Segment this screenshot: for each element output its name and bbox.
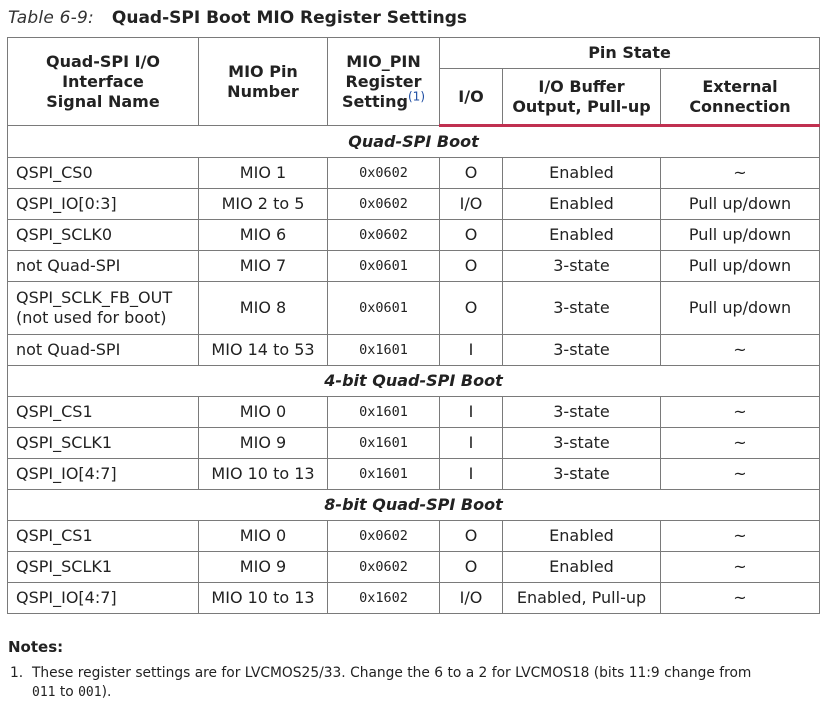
cell-signal-name: QSPI_SCLK1 — [8, 428, 199, 459]
cell-buffer: 3-state — [503, 428, 661, 459]
cell-mio-pin: MIO 14 to 53 — [199, 335, 328, 366]
note-continuation — [10, 683, 820, 702]
cell-io: O — [440, 552, 503, 583]
cell-mio-pin: MIO 9 — [199, 428, 328, 459]
cell-mio-pin: MIO 10 to 13 — [199, 583, 328, 614]
notes-title: Notes: — [8, 638, 64, 656]
cell-mio-pin: MIO 6 — [199, 220, 328, 251]
cell-io: I — [440, 459, 503, 490]
cell-mio-pin: MIO 10 to 13 — [199, 459, 328, 490]
cell-external-connection: Pull up/down — [661, 220, 820, 251]
cell-external-connection: ~ — [661, 459, 820, 490]
cell-buffer: 3-state — [503, 335, 661, 366]
cell-io: O — [440, 251, 503, 282]
section-title: Quad-SPI Boot — [8, 126, 820, 158]
table-row — [8, 282, 820, 335]
table-number: Table 6-9: — [8, 8, 94, 28]
cell-io: I — [440, 428, 503, 459]
table-row — [8, 583, 820, 614]
section-header-row — [8, 126, 820, 158]
cell-buffer: Enabled — [503, 552, 661, 583]
cell-buffer: 3-state — [503, 251, 661, 282]
cell-io: O — [440, 158, 503, 189]
cell-mio-pin: MIO 9 — [199, 552, 328, 583]
cell-buffer: Enabled — [503, 158, 661, 189]
table-row — [8, 428, 820, 459]
table-row — [8, 552, 820, 583]
section-header-row — [8, 490, 820, 521]
cell-signal-name: QSPI_IO[4:7] — [8, 583, 199, 614]
cell-buffer: Enabled — [503, 220, 661, 251]
cell-signal-name: QSPI_IO[4:7] — [8, 459, 199, 490]
signal-name-line: QSPI_SCLK_FB_OUT — [16, 288, 173, 307]
cell-buffer: Enabled, Pull-up — [503, 583, 661, 614]
note-item — [10, 664, 820, 702]
cell-io: O — [440, 521, 503, 552]
cell-register-setting: 0x0601 — [328, 282, 440, 335]
cell-register-setting: 0x0602 — [328, 189, 440, 220]
cell-signal-name — [8, 282, 199, 335]
cell-external-connection: ~ — [661, 428, 820, 459]
header-signal-name: Quad-SPI I/O Interface Signal Name — [8, 38, 199, 126]
cell-external-connection: ~ — [661, 158, 820, 189]
footnote-ref-link[interactable]: (1) — [408, 89, 425, 104]
cell-signal-name: QSPI_CS1 — [8, 521, 199, 552]
note-text-c: ). — [101, 684, 112, 700]
table-row — [8, 335, 820, 366]
cell-register-setting: 0x0602 — [328, 158, 440, 189]
table-row — [8, 251, 820, 282]
cell-mio-pin: MIO 8 — [199, 282, 328, 335]
section-title: 4-bit Quad-SPI Boot — [8, 366, 820, 397]
table-caption — [8, 6, 467, 30]
cell-register-setting: 0x1601 — [328, 459, 440, 490]
note-text: These register settings are for LVCMOS25/33. Change the 6 to a 2 for LVCMOS18 (bits 11:9 change from — [32, 665, 752, 681]
cell-buffer: 3-state — [503, 282, 661, 335]
signal-name-note: (not used for boot) — [16, 308, 167, 327]
note-number: 1. — [10, 665, 24, 681]
cell-buffer: 3-state — [503, 397, 661, 428]
header-io: I/O — [440, 69, 503, 126]
cell-external-connection: Pull up/down — [661, 282, 820, 335]
table-row — [8, 220, 820, 251]
cell-signal-name: QSPI_SCLK0 — [8, 220, 199, 251]
cell-mio-pin: MIO 2 to 5 — [199, 189, 328, 220]
cell-mio-pin: MIO 0 — [199, 521, 328, 552]
cell-mio-pin: MIO 0 — [199, 397, 328, 428]
cell-register-setting: 0x0602 — [328, 521, 440, 552]
table-row — [8, 158, 820, 189]
cell-external-connection: ~ — [661, 552, 820, 583]
cell-register-setting: 0x0601 — [328, 251, 440, 282]
cell-signal-name: not Quad-SPI — [8, 335, 199, 366]
cell-register-setting: 0x0602 — [328, 220, 440, 251]
cell-signal-name: QSPI_CS0 — [8, 158, 199, 189]
cell-register-setting: 0x1601 — [328, 335, 440, 366]
cell-register-setting: 0x1602 — [328, 583, 440, 614]
cell-external-connection: Pull up/down — [661, 251, 820, 282]
cell-external-connection: Pull up/down — [661, 189, 820, 220]
note-code-a: 011 — [32, 685, 56, 700]
cell-buffer: Enabled — [503, 521, 661, 552]
header-mio-pin: MIO Pin Number — [199, 38, 328, 126]
cell-signal-name: QSPI_IO[0:3] — [8, 189, 199, 220]
cell-external-connection: ~ — [661, 521, 820, 552]
register-table — [7, 37, 820, 614]
header-pin-state: Pin State — [440, 38, 820, 69]
table-row — [8, 521, 820, 552]
cell-register-setting: 0x1601 — [328, 428, 440, 459]
cell-external-connection: ~ — [661, 397, 820, 428]
cell-io: I — [440, 335, 503, 366]
cell-buffer: Enabled — [503, 189, 661, 220]
cell-signal-name: not Quad-SPI — [8, 251, 199, 282]
table-row — [8, 397, 820, 428]
cell-signal-name: QSPI_CS1 — [8, 397, 199, 428]
table-row — [8, 189, 820, 220]
cell-register-setting: 0x1601 — [328, 397, 440, 428]
cell-external-connection: ~ — [661, 583, 820, 614]
cell-register-setting: 0x0602 — [328, 552, 440, 583]
cell-io: O — [440, 220, 503, 251]
section-title: 8-bit Quad-SPI Boot — [8, 490, 820, 521]
cell-io: O — [440, 282, 503, 335]
cell-io: I — [440, 397, 503, 428]
table-row — [8, 459, 820, 490]
cell-buffer: 3-state — [503, 459, 661, 490]
note-text-b: to — [55, 684, 79, 700]
header-external: External Connection — [661, 69, 820, 126]
table-title: Quad-SPI Boot MIO Register Settings — [111, 8, 467, 28]
header-mio-setting: MIO_PIN Register Setting$^{(1)}$ — [328, 38, 440, 126]
note-code-b: 001 — [78, 685, 102, 700]
cell-io: I/O — [440, 583, 503, 614]
cell-signal-name: QSPI_SCLK1 — [8, 552, 199, 583]
header-buffer: I/O Buffer Output, Pull-up — [503, 69, 661, 126]
table-body — [8, 126, 820, 614]
section-header-row — [8, 366, 820, 397]
cell-io: I/O — [440, 189, 503, 220]
cell-mio-pin: MIO 1 — [199, 158, 328, 189]
cell-external-connection: ~ — [661, 335, 820, 366]
cell-mio-pin: MIO 7 — [199, 251, 328, 282]
